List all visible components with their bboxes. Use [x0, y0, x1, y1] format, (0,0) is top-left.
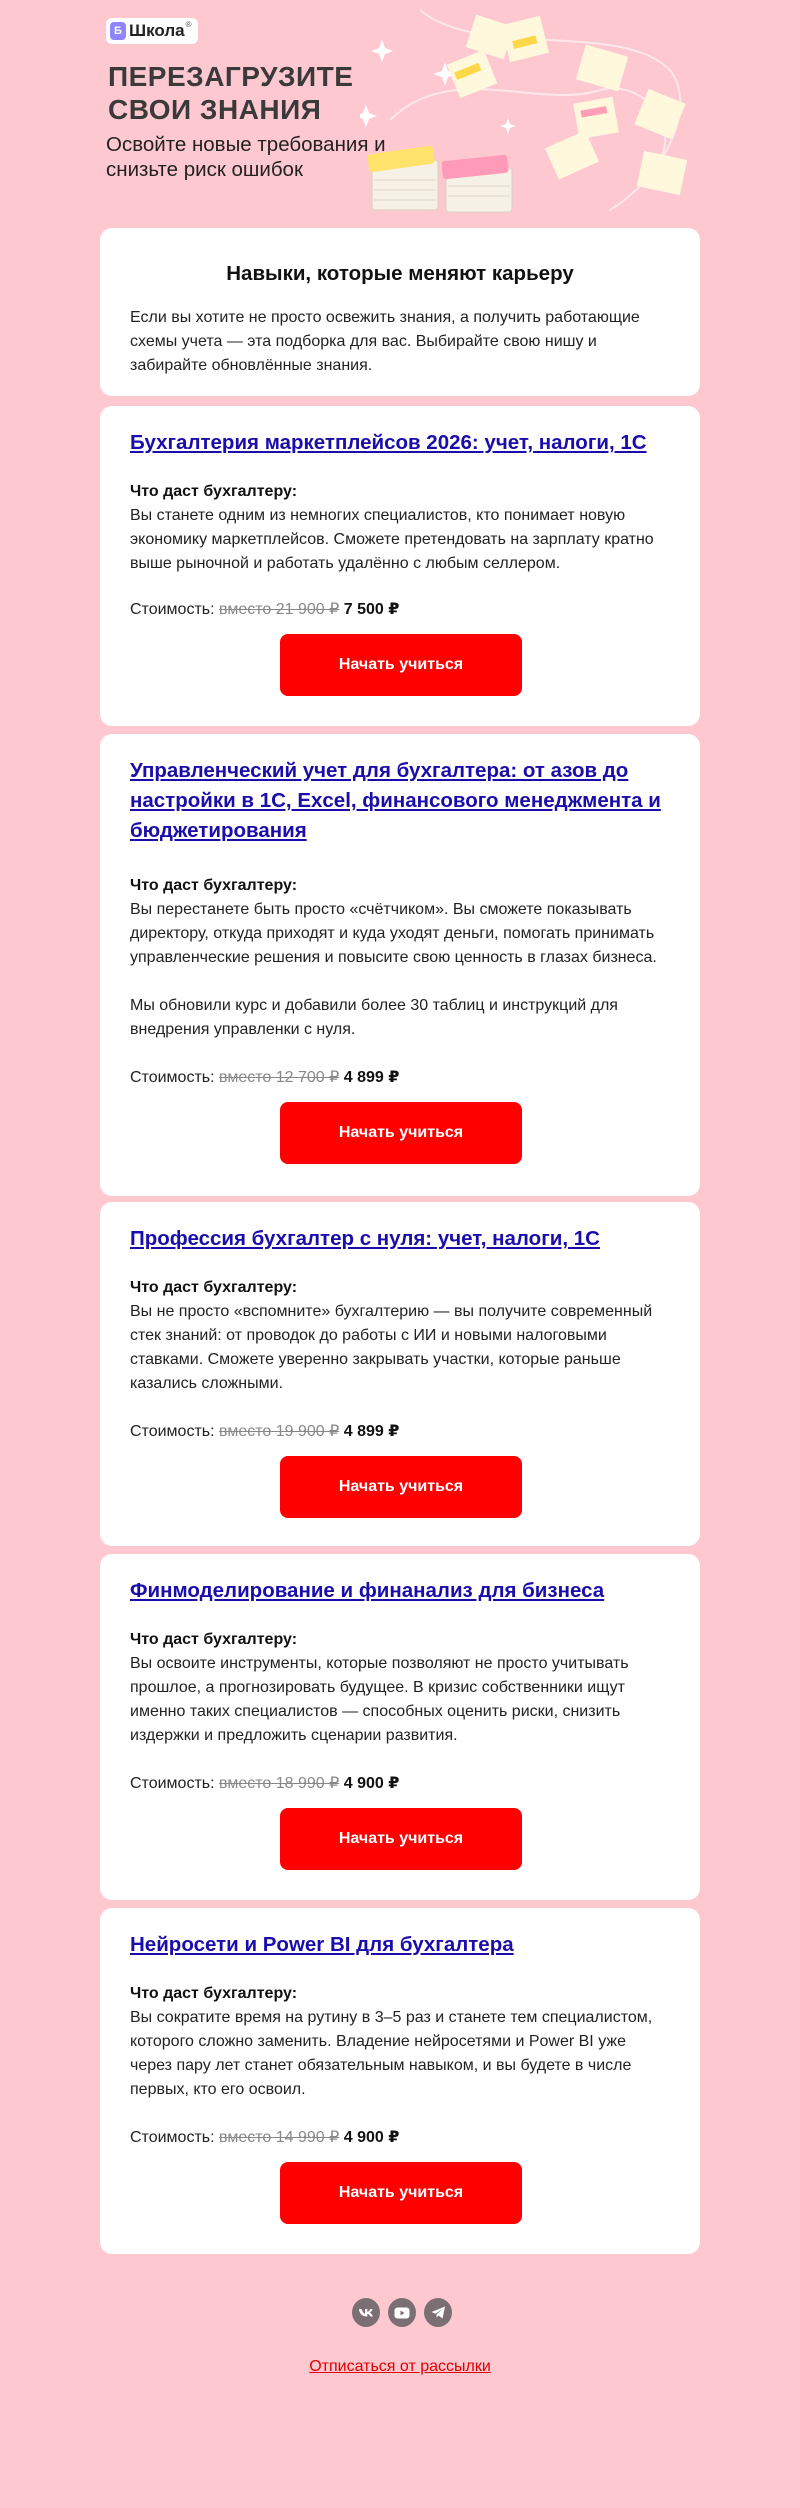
logo-mark: Б: [110, 22, 126, 40]
course-title-link[interactable]: Бухгалтерия маркетплейсов 2026: учет, налоги, 1С: [130, 431, 647, 454]
vk-icon[interactable]: [352, 2298, 380, 2327]
documents-illustration: [360, 0, 700, 225]
intro-card: [100, 228, 700, 396]
start-learning-button[interactable]: Начать учиться: [280, 1102, 522, 1164]
logo-text: Школа: [129, 21, 185, 40]
course-card: [100, 1202, 700, 1546]
benefit-text: Вы не просто «вспомните» бухгалтерию — вы получите современный стек знаний: от проводок до работы с ИИ и новыми налоговыми ставками. Сможете уверенно закрывать участки, которые раньше казались сложными.: [130, 1303, 653, 1392]
old-price: вместо 12 700 ₽: [219, 1069, 340, 1086]
price-row: [130, 2126, 670, 2150]
intro-title: Навыки, которые меняют карьеру: [226, 262, 574, 285]
price-label: Стоимость:: [130, 1775, 215, 1792]
course-note: Мы обновили курс и добавили более 30 таблиц и инструкций для внедрения управленки с нуля.: [130, 997, 618, 1038]
course-title-link[interactable]: Управленческий учет для бухгалтера: от азов до настройки в 1С, Excel, финансового менеджмента и бюджетирования: [130, 759, 661, 842]
course-title-link[interactable]: Финмоделирование и финанализ для бизнеса: [130, 1579, 605, 1602]
price-row: [130, 1066, 670, 1090]
benefit-label: Что даст бухгалтеру:: [130, 877, 298, 894]
price-row: [130, 598, 670, 622]
benefit-text: Вы станете одним из немногих специалистов, кто понимает новую экономику маркетплейсов. Сможете претендовать на зарплату кратно выше рыночной и работать удалённо с любым селлером.: [130, 507, 654, 572]
subheadline: Освойте новые требования и снизьте риск ошибок: [106, 133, 386, 181]
old-price: вместо 19 900 ₽: [219, 1423, 340, 1440]
course-card: [100, 1908, 700, 2254]
old-price: вместо 18 990 ₽: [219, 1775, 340, 1792]
benefit-label: Что даст бухгалтеру:: [130, 483, 298, 500]
price-label: Стоимость:: [130, 601, 215, 618]
benefit-label: Что даст бухгалтеру:: [130, 1631, 298, 1648]
unsubscribe-link[interactable]: Отписаться от рассылки: [309, 2358, 491, 2375]
headline: ПЕРЕЗАГРУЗИТЕ СВОИ ЗНАНИЯ: [108, 61, 354, 125]
start-learning-button[interactable]: Начать учиться: [280, 1456, 522, 1518]
social-links: [352, 2298, 452, 2328]
logo-registered-mark: ®: [185, 20, 192, 29]
start-learning-button[interactable]: Начать учиться: [280, 2162, 522, 2224]
old-price: вместо 21 900 ₽: [219, 601, 340, 618]
start-learning-button[interactable]: Начать учиться: [280, 1808, 522, 1870]
logo[interactable]: [106, 18, 198, 44]
start-learning-button[interactable]: Начать учиться: [280, 634, 522, 696]
new-price: 7 500 ₽: [343, 601, 400, 618]
course-title-link[interactable]: Профессия бухгалтер с нуля: учет, налоги, 1С: [130, 1227, 600, 1250]
telegram-icon[interactable]: [424, 2298, 452, 2327]
price-row: [130, 1772, 670, 1796]
course-card: [100, 734, 700, 1196]
new-price: 4 899 ₽: [343, 1423, 400, 1440]
old-price: вместо 14 990 ₽: [219, 2129, 340, 2146]
course-title-link[interactable]: Нейросети и Power BI для бухгалтера: [130, 1933, 514, 1956]
youtube-icon[interactable]: [388, 2298, 416, 2327]
course-card: [100, 406, 700, 726]
intro-text: Если вы хотите не просто освежить знания, а получить работающие схемы учета — эта подборка для вас. Выбирайте свою нишу и забирайте обновлённые знания.: [130, 309, 640, 374]
price-label: Стоимость:: [130, 2129, 215, 2146]
price-label: Стоимость:: [130, 1069, 215, 1086]
price-row: [130, 1420, 670, 1444]
benefit-label: Что даст бухгалтеру:: [130, 1985, 298, 2002]
new-price: 4 900 ₽: [343, 2129, 400, 2146]
benefit-label: Что даст бухгалтеру:: [130, 1279, 298, 1296]
price-label: Стоимость:: [130, 1423, 215, 1440]
course-card: [100, 1554, 700, 1900]
benefit-text: Вы освоите инструменты, которые позволяют не просто учитывать прошлое, а прогнозировать будущее. В кризис собственники ищут именно таких специалистов — способных оценить риски, снизить издержки и предложить сценарии развития.: [130, 1655, 629, 1744]
new-price: 4 899 ₽: [343, 1069, 400, 1086]
benefit-text: Вы сократите время на рутину в 3–5 раз и станете тем специалистом, которого сложно заменить. Владение нейросетями и Power BI уже через пару лет станет обязательным навыком, и вы будете в числе первых, кто его освоил.: [130, 2009, 653, 2098]
new-price: 4 900 ₽: [343, 1775, 400, 1792]
benefit-text: Вы перестанете быть просто «счётчиком». Вы сможете показывать директору, откуда приходят и куда уходят деньги, помогать принимать управленческие решения и повысите свою ценность в глазах бизнеса.: [130, 901, 657, 966]
